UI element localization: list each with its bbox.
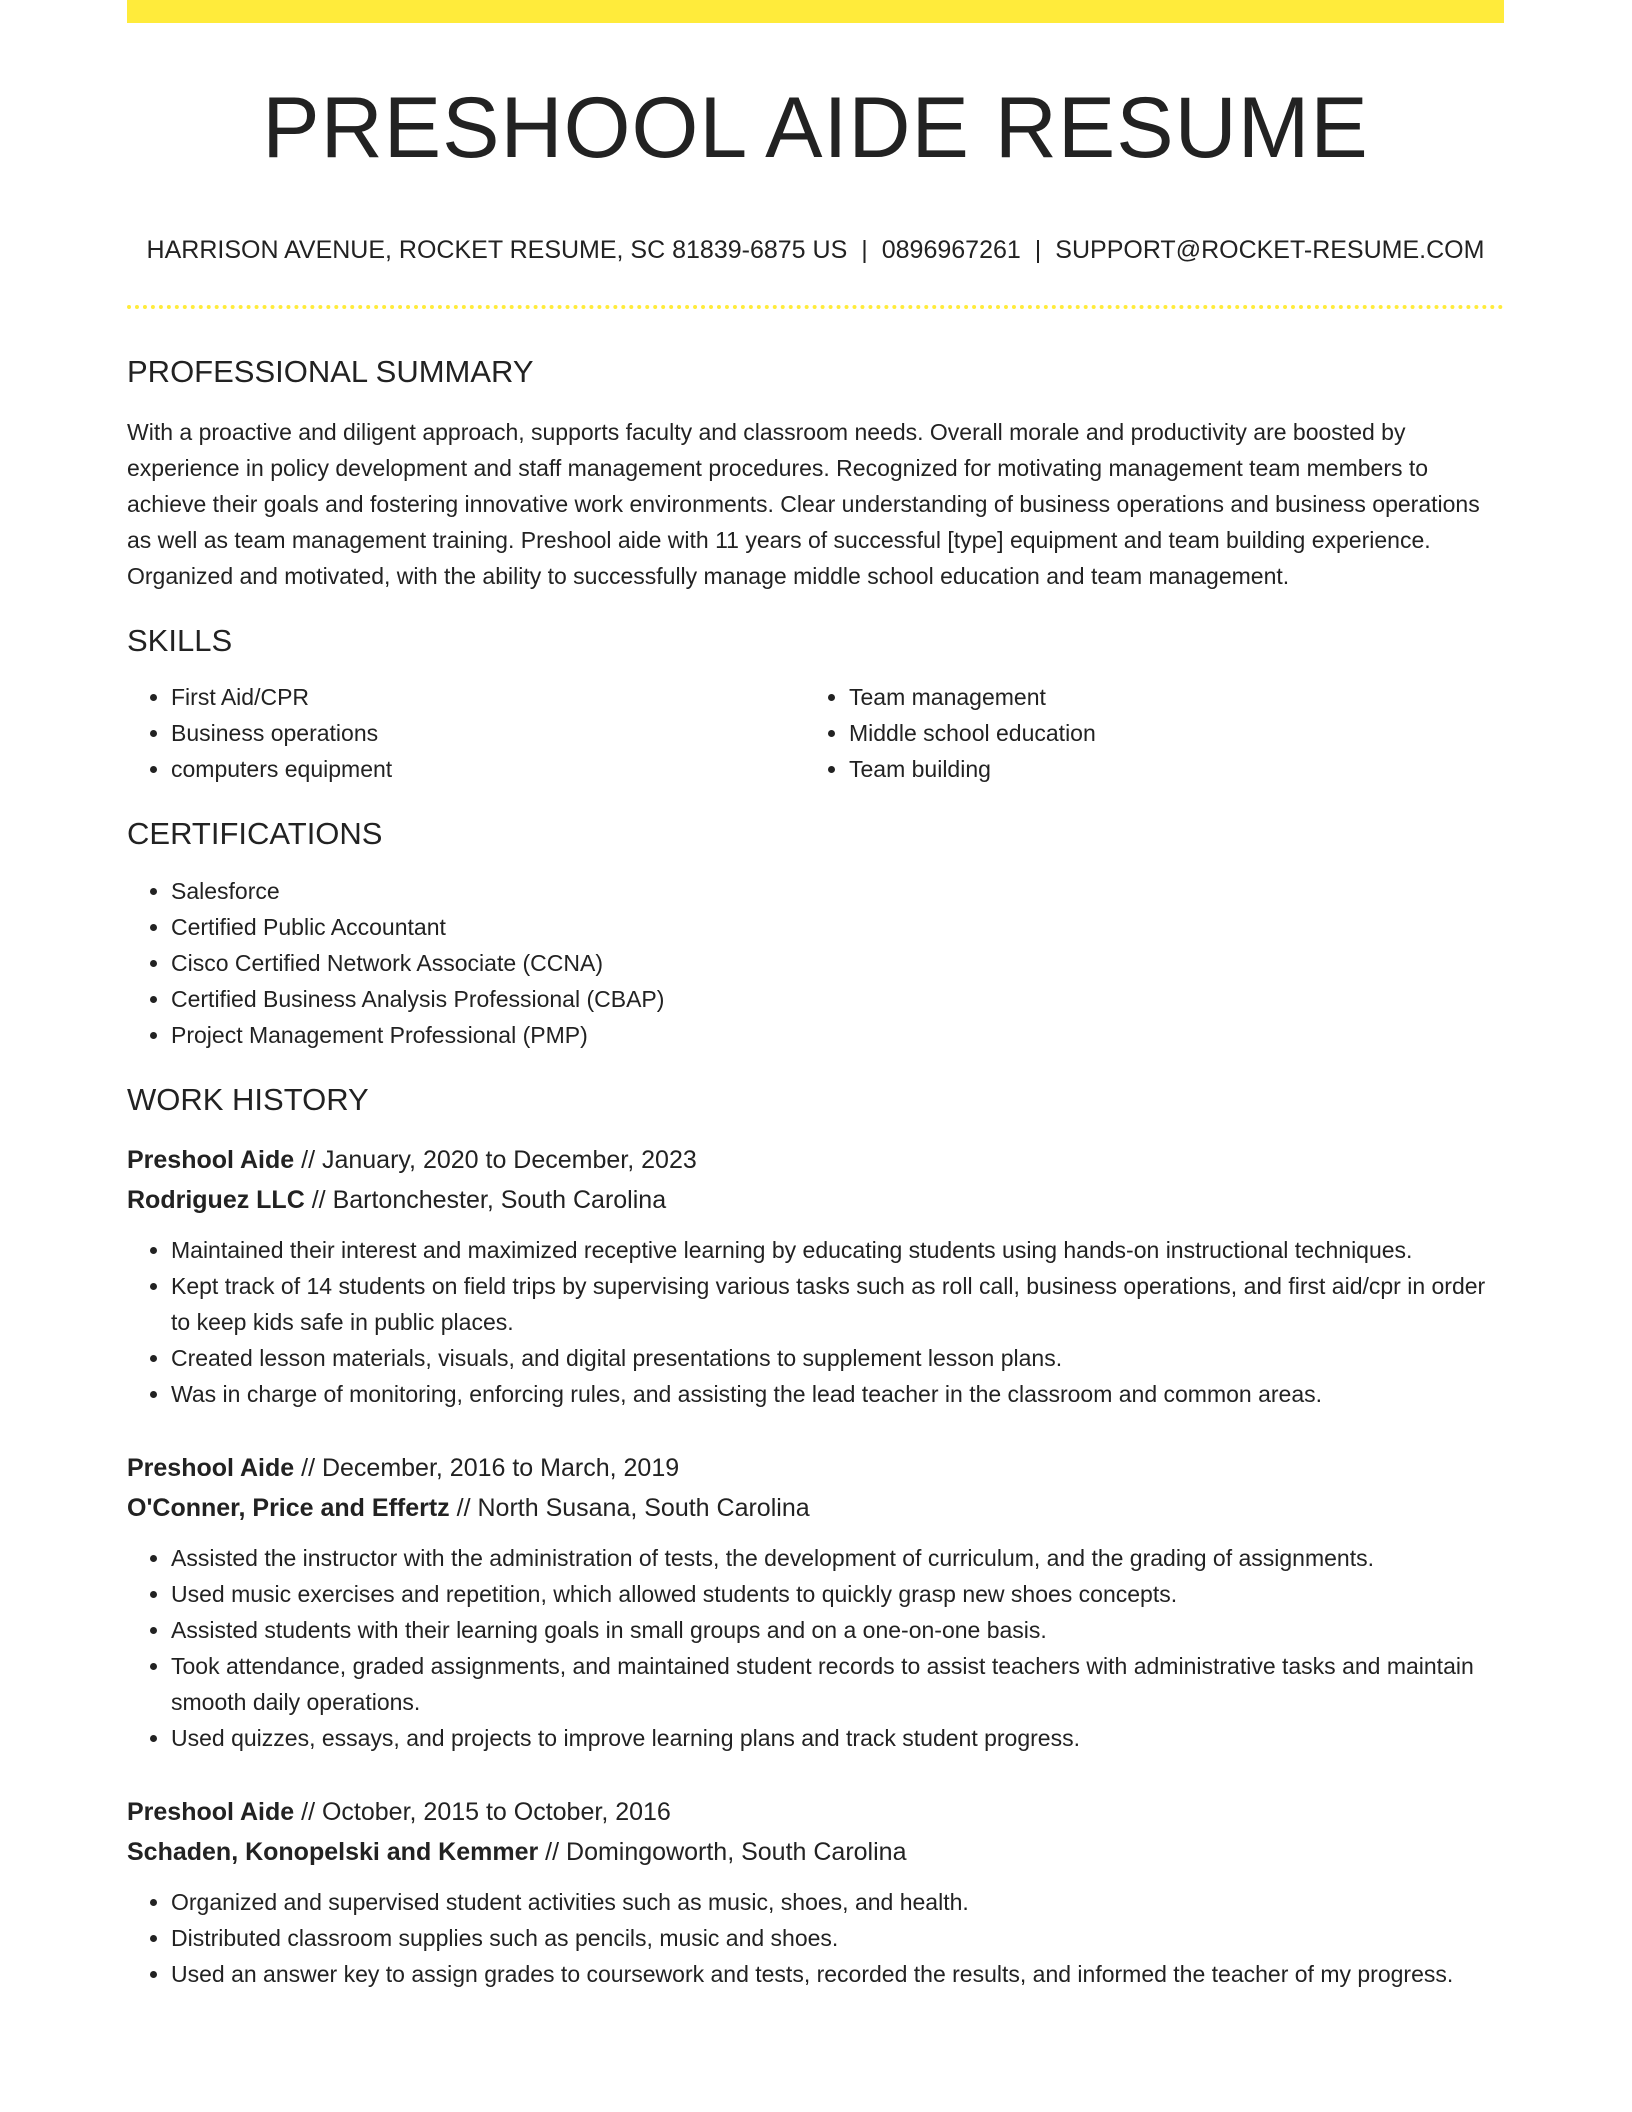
certification-item: • Certified Business Analysis Professional (CBAP) — [171, 981, 1504, 1017]
job-title-line — [127, 1792, 1504, 1832]
skill-item: • computers equipment — [171, 751, 805, 787]
certifications-section — [127, 815, 1504, 1052]
skills-section — [127, 622, 1504, 787]
job-company-line — [127, 1488, 1504, 1528]
job-bullet: • Assisted the instructor with the administration of tests, the development of curriculum, and the grading of assignments. — [171, 1540, 1504, 1576]
job-dates: December, 2016 to March, 2019 — [321, 1453, 680, 1482]
section-heading: CERTIFICATIONS — [127, 816, 383, 852]
skill-item: • Middle school education — [849, 715, 1483, 751]
job-bullets — [127, 1540, 1504, 1756]
job-bullet: • Used quizzes, essays, and projects to improve learning plans and track student progress. — [171, 1720, 1504, 1756]
job-bullets — [127, 1232, 1504, 1412]
job-bullet: • Distributed classroom supplies such as pencils, music and shoes. — [171, 1920, 1504, 1956]
dotted-divider — [127, 305, 1504, 309]
contact-email: SUPPORT@ROCKET-RESUME.COM — [1055, 236, 1485, 264]
job-bullet: • Took attendance, graded assignments, and maintained student records to assist teachers with administrative tasks and maintain smooth daily operations. — [171, 1648, 1504, 1720]
resume-page — [127, 0, 1504, 1992]
professional-summary-section — [127, 353, 1504, 594]
skill-item: • First Aid/CPR — [171, 679, 805, 715]
job-bullet: • Created lesson materials, visuals, and digital presentations to supplement lesson plans. — [171, 1340, 1504, 1376]
section-heading: SKILLS — [127, 623, 233, 659]
contact-address: HARRISON AVENUE, ROCKET RESUME, SC 81839-6875 US — [146, 236, 848, 264]
top-accent-bar — [127, 0, 1504, 23]
job-bullets — [127, 1884, 1504, 1992]
job-separator: // — [449, 1493, 478, 1522]
skill-item: • Business operations — [171, 715, 805, 751]
contact-separator: | — [861, 236, 868, 264]
skills-list-right — [805, 679, 1483, 787]
resume-title: PRESHOOL AIDE RESUME — [262, 80, 1369, 176]
skill-item: • Team management — [849, 679, 1483, 715]
job-bullet: • Organized and supervised student activities such as music, shoes, and health. — [171, 1884, 1504, 1920]
job-entry — [127, 1792, 1504, 1992]
job-location: Bartonchester, South Carolina — [332, 1185, 667, 1214]
job-company-line — [127, 1180, 1504, 1220]
job-company: Rodriguez LLC — [127, 1185, 305, 1214]
job-bullet: • Used an answer key to assign grades to coursework and tests, recorded the results, and informed the teacher of my progress. — [171, 1956, 1504, 1992]
skills-grid — [127, 679, 1504, 787]
section-heading: WORK HISTORY — [127, 1081, 369, 1117]
job-bullet: • Assisted students with their learning goals in small groups and on a one-on-one basis. — [171, 1612, 1504, 1648]
job-dates: October, 2015 to October, 2016 — [321, 1797, 671, 1826]
job-bullet: • Kept track of 14 students on field trips by supervising various tasks such as roll call, business operations, and first aid/cpr in order to keep kids safe in public places. — [171, 1268, 1504, 1340]
job-separator: // — [304, 1185, 333, 1214]
certification-item: • Project Management Professional (PMP) — [171, 1017, 1504, 1053]
skills-list-left — [127, 679, 805, 787]
certification-item: • Cisco Certified Network Associate (CCNA) — [171, 945, 1504, 981]
job-location: North Susana, South Carolina — [477, 1493, 810, 1522]
job-separator: // — [294, 1797, 322, 1826]
job-separator: // — [538, 1837, 567, 1866]
job-company: Schaden, Konopelski and Kemmer — [127, 1837, 539, 1866]
job-separator: // — [294, 1453, 322, 1482]
job-entry — [127, 1140, 1504, 1412]
job-bullet: • Was in charge of monitoring, enforcing rules, and assisting the lead teacher in the classroom and common areas. — [171, 1376, 1504, 1412]
contact-separator: | — [1034, 236, 1042, 264]
contact-line — [127, 235, 1504, 265]
section-heading: PROFESSIONAL SUMMARY — [127, 354, 534, 389]
work-history-section — [127, 1081, 1504, 1992]
job-title: Preshool Aide — [127, 1797, 295, 1826]
job-title-line — [127, 1140, 1504, 1180]
job-title: Preshool Aide — [127, 1453, 295, 1482]
contact-phone: 0896967261 — [881, 236, 1021, 264]
job-entry — [127, 1448, 1504, 1756]
job-location: Domingoworth, South Carolina — [566, 1837, 907, 1866]
job-company: O'Conner, Price and Effertz — [127, 1493, 450, 1522]
summary-text: With a proactive and diligent approach, supports faculty and classroom needs. Overall morale and productivity are boosted by experience in policy development and staff management procedures. Recognized for motivating management team members to achieve their goals and fostering innovative work environments. Clear understanding of business operations and business operations as well as team management training. Preshool aide with 11 years of successful [type] equipment and team building experience. Organized and motivated, with the ability to successfully manage middle school education and team management. — [127, 419, 1480, 590]
certification-item: • Salesforce — [171, 873, 1504, 909]
certifications-list — [127, 873, 1504, 1053]
job-bullet: • Maintained their interest and maximized receptive learning by educating students using hands-on instructional techniques. — [171, 1232, 1504, 1268]
certification-item: • Certified Public Accountant — [171, 909, 1504, 945]
job-title: Preshool Aide — [127, 1145, 295, 1174]
job-separator: // — [294, 1145, 322, 1174]
job-bullet: • Used music exercises and repetition, which allowed students to quickly grasp new shoes concepts. — [171, 1576, 1504, 1612]
job-company-line — [127, 1832, 1504, 1872]
skill-item: • Team building — [849, 751, 1483, 787]
job-dates: January, 2020 to December, 2023 — [321, 1145, 697, 1174]
job-title-line — [127, 1448, 1504, 1488]
